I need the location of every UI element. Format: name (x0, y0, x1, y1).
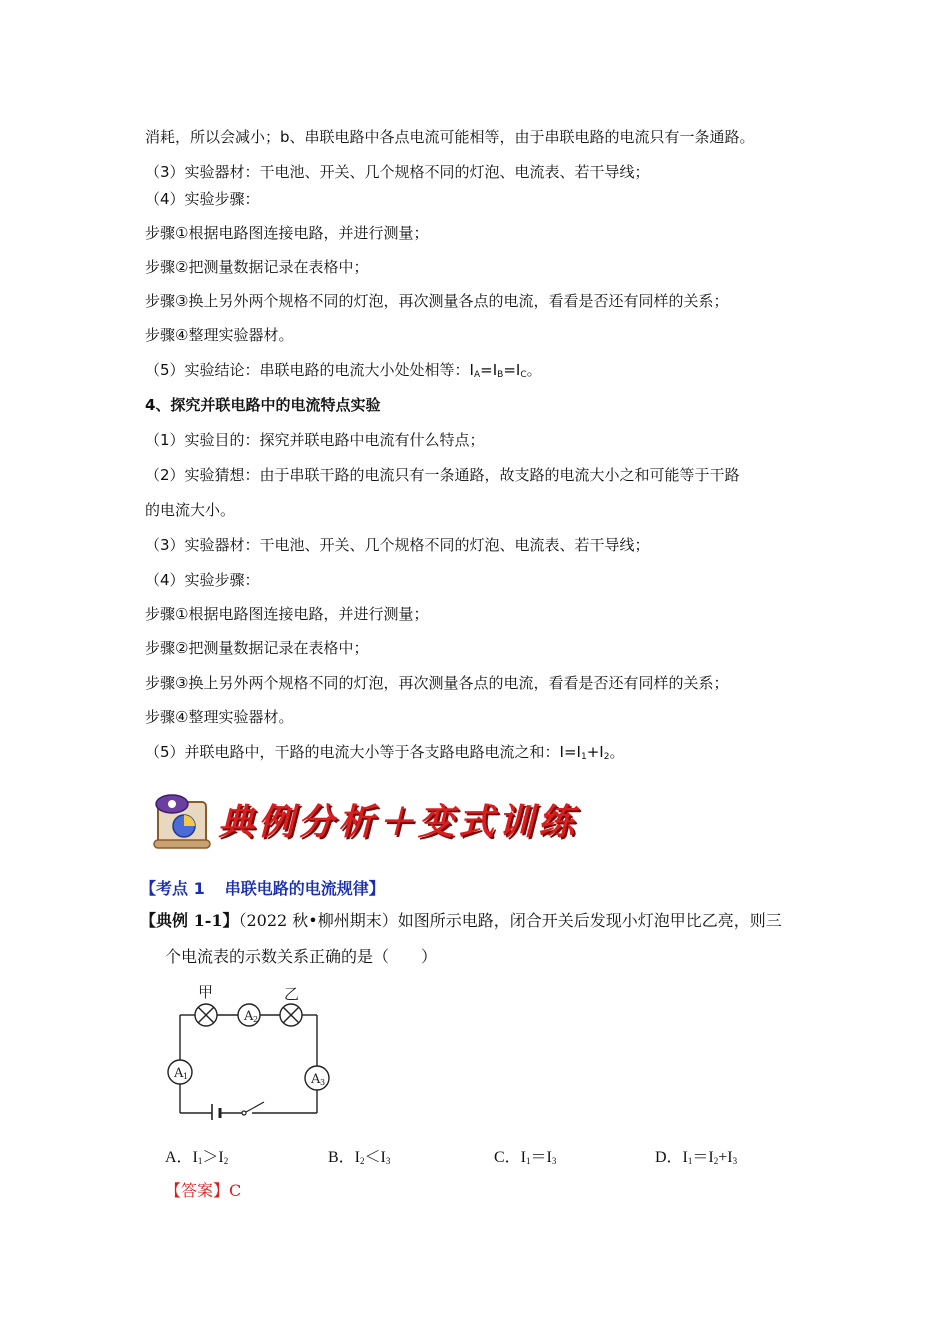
circuit-diagram (160, 980, 340, 1120)
ammeter-label: A (244, 1009, 254, 1024)
banner-title: 典例分析＋变式训练 (218, 801, 579, 843)
example-line-2: 个电流表的示数关系正确的是（ ） (165, 947, 438, 966)
text-line: 步骤②把测量数据记录在表格中； (145, 639, 369, 657)
text-line: （2）实验猜想：由于串联干路的电流只有一条通路，故支路的电流大小之和可能等于干路 (145, 466, 740, 484)
option-d[interactable]: D．$I_1=I_2+I_3$ (655, 1149, 738, 1166)
text-line: （4）实验步骤： (145, 571, 260, 589)
text-line: 的电流大小。 (145, 501, 236, 519)
example-line-1: 【典例 1-1】（2022 秋•柳州期末）如图所示电路，闭合开关后发现小灯泡甲比乙亮，则三 (140, 911, 782, 930)
parallel-conclusion: （5）并联电路中，干路的电流大小等于各支路电路电流之和：$I=I_1+I_2$。 (145, 743, 625, 762)
text-line: （4）实验步骤： (145, 190, 260, 208)
ammeter-sub: 3 (320, 1078, 326, 1087)
text-line: 消耗，所以会减小；b、串联电路中各点电流可能相等，由于串联电路的电流只有一条通路。 (145, 128, 755, 146)
answer: 【答案】C (165, 1181, 242, 1200)
option-a[interactable]: A．$I_1>I_2$ (165, 1149, 229, 1166)
lamp-label: 甲 (198, 983, 214, 1001)
kaodian-heading: 【考点 1 串联电路的电流规律】 (140, 879, 385, 898)
text-line: 步骤②把测量数据记录在表格中； (145, 258, 369, 276)
section-heading: 4、探究并联电路中的电流特点实验 (145, 396, 381, 414)
lamp-label: 乙 (284, 985, 300, 1003)
ammeter-sub: 1 (183, 1072, 189, 1081)
option-b[interactable]: B．$I_2<I_3$ (328, 1149, 391, 1166)
text-line: （3）实验器材：干电池、开关、几个规格不同的灯泡、电流表、若干导线； (145, 536, 650, 554)
ammeter-label: A (311, 1072, 321, 1087)
text-line: 步骤③换上另外两个规格不同的灯泡，再次测量各点的电流，看看是否还有同样的关系； (145, 292, 729, 310)
lamp-icon (280, 1004, 302, 1026)
series-conclusion: （5）实验结论：串联电路的电流大小处处相等：$I_A=I_B=I_C$。 (145, 361, 542, 380)
text-line: 步骤③换上另外两个规格不同的灯泡，再次测量各点的电流，看看是否还有同样的关系； (145, 674, 729, 692)
ammeter-label: A (174, 1066, 184, 1081)
text-line: （3）实验器材：干电池、开关、几个规格不同的灯泡、电流表、若干导线； (145, 163, 650, 181)
text-line: （1）实验目的：探究并联电路中电流有什么特点； (145, 431, 485, 449)
text-line: 步骤①根据电路图连接电路，并进行测量； (145, 224, 429, 242)
battery-icon (212, 1104, 220, 1120)
lamp-icon (195, 1004, 217, 1026)
text-line: 步骤④整理实验器材。 (145, 708, 294, 726)
text-line: 步骤④整理实验器材。 (145, 326, 294, 344)
text-line: 步骤①根据电路图连接电路，并进行测量； (145, 605, 429, 623)
scroll-icon (154, 795, 210, 848)
ammeter-sub: 2 (253, 1015, 259, 1024)
option-c[interactable]: C．$I_1=I_3$ (494, 1149, 557, 1166)
